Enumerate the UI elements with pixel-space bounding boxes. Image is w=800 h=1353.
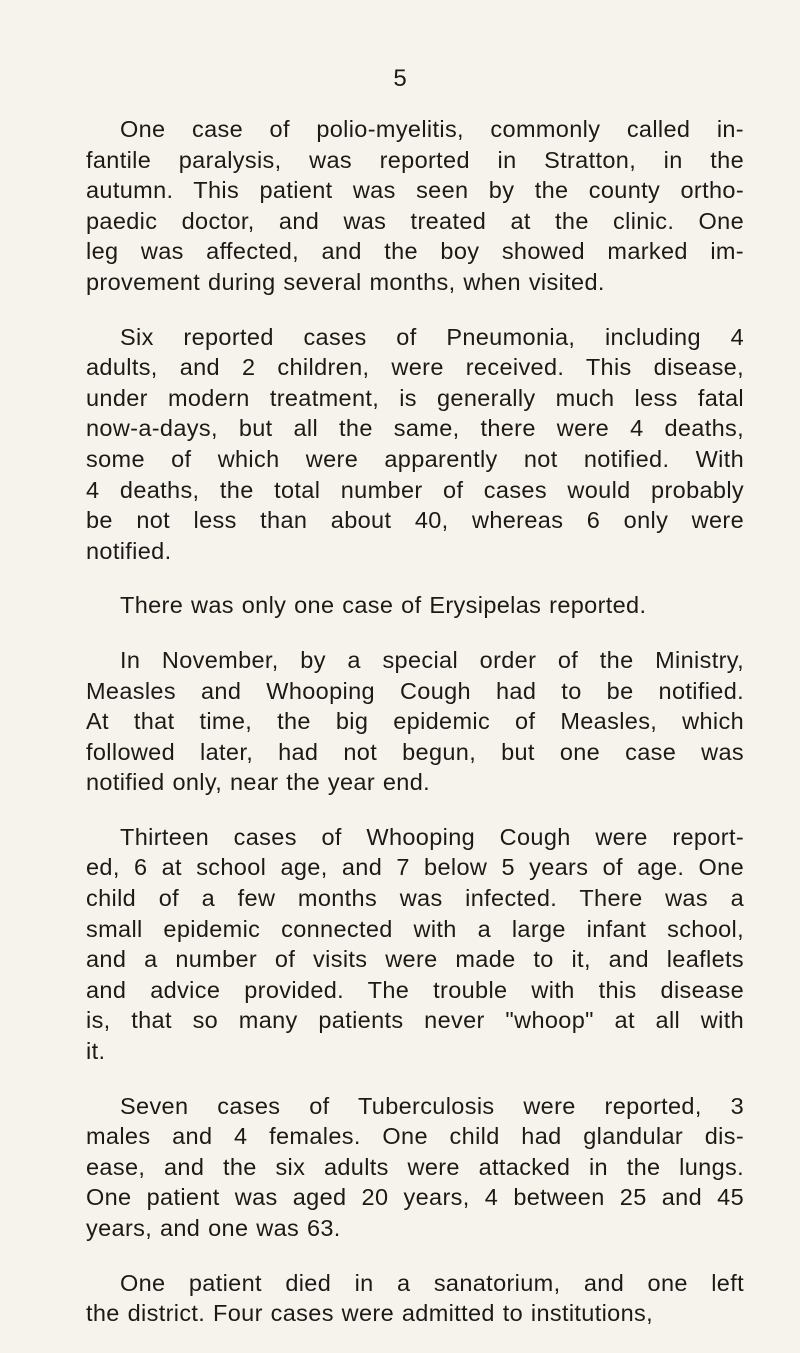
text-line: ease, and the six adults were attacked in the lungs. — [86, 1153, 744, 1180]
text-line: is, that so many patients never "whoop" at all with — [86, 1007, 744, 1034]
text-line: autumn. This patient was seen by the county ortho- — [86, 177, 744, 204]
text-line: the district. Four cases were admitted to institutions, — [86, 1300, 653, 1327]
text-line: One case of polio-myelitis, commonly called in- — [120, 116, 744, 142]
text-line: At that time, the big epidemic of Measles, which — [86, 708, 744, 735]
text-line: paedic doctor, and was treated at the clinic. One — [86, 207, 744, 234]
text-line: 4 deaths, the total number of cases would probably — [86, 476, 744, 503]
text-line: it. — [86, 1038, 106, 1065]
body-text — [86, 114, 744, 1353]
text-line: Thirteen cases of Whooping Cough were report- — [120, 823, 744, 850]
paragraph — [86, 822, 744, 1067]
text-line: males and 4 females. One child had glandular dis- — [86, 1123, 744, 1150]
text-line: under modern treatment, is generally much less fatal — [86, 384, 744, 411]
text-line: notified. — [86, 537, 172, 564]
paragraph — [86, 590, 744, 621]
text-line: notified only, near the year end. — [86, 769, 431, 796]
paragraph — [86, 322, 744, 567]
text-line: ed, 6 at school age, and 7 below 5 years of age. One — [86, 854, 744, 881]
text-line: now-a-days, but all the same, there were 4 deaths, — [86, 415, 744, 442]
text-line: leg was affected, and the boy showed marked im- — [86, 238, 744, 265]
paragraph — [86, 1091, 744, 1244]
paragraph — [86, 1268, 744, 1329]
paragraph — [86, 645, 744, 798]
text-line: be not less than about 40, whereas 6 only were — [86, 507, 744, 534]
text-line: One patient died in a sanatorium, and one left — [120, 1269, 744, 1296]
paragraph — [86, 114, 744, 298]
text-line: small epidemic connected with a large infant school, — [86, 915, 744, 942]
text-line: some of which were apparently not notified. With — [86, 445, 744, 472]
text-line: There was only one case of Erysipelas reported. — [120, 592, 647, 619]
text-line: child of a few months was infected. There was a — [86, 885, 744, 912]
text-line: and advice provided. The trouble with this disease — [86, 976, 744, 1003]
text-line: followed later, had not begun, but one case was — [86, 738, 744, 765]
text-line: and a number of visits were made to it, and leaflets — [86, 946, 744, 973]
text-line: provement during several months, when visited. — [86, 268, 605, 295]
text-line: years, and one was 63. — [86, 1215, 341, 1241]
text-line: fantile paralysis, was reported in Stratton, in the — [86, 146, 744, 173]
text-line: adults, and 2 children, were received. This disease, — [86, 354, 744, 381]
text-line: Six reported cases of Pneumonia, including 4 — [120, 323, 744, 350]
text-line: One patient was aged 20 years, 4 between 25 and 45 — [86, 1184, 744, 1211]
text-line: In November, by a special order of the Ministry, — [120, 646, 744, 673]
page-number: 5 — [393, 65, 407, 92]
text-line: Measles and Whooping Cough had to be notified. — [86, 677, 744, 704]
text-line: Seven cases of Tuberculosis were reported, 3 — [120, 1092, 744, 1119]
